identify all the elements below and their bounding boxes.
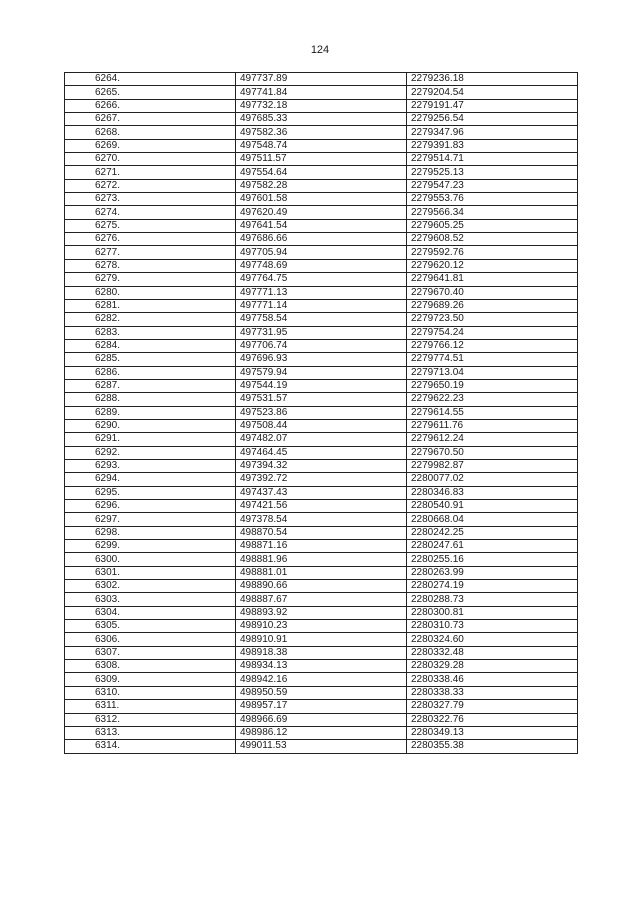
point-number-cell: 6277. bbox=[65, 246, 236, 259]
table-row bbox=[65, 339, 578, 352]
table-row bbox=[65, 179, 578, 192]
table-row bbox=[65, 713, 578, 726]
point-number-cell: 6266. bbox=[65, 99, 236, 112]
point-number-cell: 6306. bbox=[65, 633, 236, 646]
x-coordinate-cell: 499011.53 bbox=[236, 740, 407, 753]
point-number-cell: 6302. bbox=[65, 580, 236, 593]
x-coordinate-cell: 497741.84 bbox=[236, 86, 407, 99]
point-number-cell: 6286. bbox=[65, 366, 236, 379]
y-coordinate-cell: 2279614.55 bbox=[407, 406, 578, 419]
point-number-cell: 6310. bbox=[65, 686, 236, 699]
table-row bbox=[65, 553, 578, 566]
point-number-cell: 6279. bbox=[65, 273, 236, 286]
x-coordinate-cell: 497548.74 bbox=[236, 139, 407, 152]
x-coordinate-cell: 497771.13 bbox=[236, 286, 407, 299]
point-number-cell: 6292. bbox=[65, 446, 236, 459]
point-number-cell: 6303. bbox=[65, 593, 236, 606]
point-number-cell: 6285. bbox=[65, 353, 236, 366]
y-coordinate-cell: 2280300.81 bbox=[407, 606, 578, 619]
y-coordinate-cell: 2280263.99 bbox=[407, 566, 578, 579]
point-number-cell: 6265. bbox=[65, 86, 236, 99]
y-coordinate-cell: 2280349.13 bbox=[407, 726, 578, 739]
point-number-cell: 6274. bbox=[65, 206, 236, 219]
y-coordinate-cell: 2279611.76 bbox=[407, 419, 578, 432]
point-number-cell: 6307. bbox=[65, 646, 236, 659]
x-coordinate-cell: 498881.96 bbox=[236, 553, 407, 566]
point-number-cell: 6264. bbox=[65, 73, 236, 86]
x-coordinate-cell: 498910.91 bbox=[236, 633, 407, 646]
table-row bbox=[65, 500, 578, 513]
y-coordinate-cell: 2280355.38 bbox=[407, 740, 578, 753]
x-coordinate-cell: 497531.57 bbox=[236, 393, 407, 406]
table-row bbox=[65, 139, 578, 152]
table-row bbox=[65, 620, 578, 633]
point-number-cell: 6287. bbox=[65, 379, 236, 392]
x-coordinate-cell: 497582.36 bbox=[236, 126, 407, 139]
x-coordinate-cell: 497421.56 bbox=[236, 500, 407, 513]
x-coordinate-cell: 498957.17 bbox=[236, 700, 407, 713]
x-coordinate-cell: 497696.93 bbox=[236, 353, 407, 366]
x-coordinate-cell: 498942.16 bbox=[236, 673, 407, 686]
table-row bbox=[65, 326, 578, 339]
y-coordinate-cell: 2279650.19 bbox=[407, 379, 578, 392]
coordinates-table bbox=[64, 72, 578, 754]
table-row bbox=[65, 153, 578, 166]
point-number-cell: 6312. bbox=[65, 713, 236, 726]
x-coordinate-cell: 498893.92 bbox=[236, 606, 407, 619]
y-coordinate-cell: 2279774.51 bbox=[407, 353, 578, 366]
x-coordinate-cell: 498881.01 bbox=[236, 566, 407, 579]
table-row bbox=[65, 73, 578, 86]
table-row bbox=[65, 286, 578, 299]
y-coordinate-cell: 2280668.04 bbox=[407, 513, 578, 526]
y-coordinate-cell: 2279605.25 bbox=[407, 219, 578, 232]
point-number-cell: 6308. bbox=[65, 660, 236, 673]
y-coordinate-cell: 2279713.04 bbox=[407, 366, 578, 379]
x-coordinate-cell: 498887.67 bbox=[236, 593, 407, 606]
x-coordinate-cell: 497641.54 bbox=[236, 219, 407, 232]
table-row bbox=[65, 379, 578, 392]
x-coordinate-cell: 497601.58 bbox=[236, 193, 407, 206]
y-coordinate-cell: 2280322.76 bbox=[407, 713, 578, 726]
table-row bbox=[65, 406, 578, 419]
x-coordinate-cell: 497554.64 bbox=[236, 166, 407, 179]
table-row bbox=[65, 446, 578, 459]
y-coordinate-cell: 2280274.19 bbox=[407, 580, 578, 593]
point-number-cell: 6280. bbox=[65, 286, 236, 299]
point-number-cell: 6301. bbox=[65, 566, 236, 579]
point-number-cell: 6304. bbox=[65, 606, 236, 619]
x-coordinate-cell: 497394.32 bbox=[236, 459, 407, 472]
y-coordinate-cell: 2279592.76 bbox=[407, 246, 578, 259]
y-coordinate-cell: 2279191.47 bbox=[407, 99, 578, 112]
x-coordinate-cell: 497732.18 bbox=[236, 99, 407, 112]
point-number-cell: 6276. bbox=[65, 233, 236, 246]
table-row bbox=[65, 740, 578, 753]
table-row bbox=[65, 353, 578, 366]
x-coordinate-cell: 497758.54 bbox=[236, 313, 407, 326]
y-coordinate-cell: 2279256.54 bbox=[407, 113, 578, 126]
table-row bbox=[65, 700, 578, 713]
table-row bbox=[65, 246, 578, 259]
y-coordinate-cell: 2280329.28 bbox=[407, 660, 578, 673]
table-row bbox=[65, 86, 578, 99]
x-coordinate-cell: 498986.12 bbox=[236, 726, 407, 739]
table-row bbox=[65, 633, 578, 646]
table-row bbox=[65, 526, 578, 539]
point-number-cell: 6291. bbox=[65, 433, 236, 446]
table-row bbox=[65, 473, 578, 486]
point-number-cell: 6278. bbox=[65, 259, 236, 272]
point-number-cell: 6268. bbox=[65, 126, 236, 139]
table-row bbox=[65, 673, 578, 686]
table-row bbox=[65, 99, 578, 112]
y-coordinate-cell: 2279622.23 bbox=[407, 393, 578, 406]
table-row bbox=[65, 433, 578, 446]
y-coordinate-cell: 2279608.52 bbox=[407, 233, 578, 246]
point-number-cell: 6271. bbox=[65, 166, 236, 179]
point-number-cell: 6284. bbox=[65, 339, 236, 352]
y-coordinate-cell: 2279566.34 bbox=[407, 206, 578, 219]
x-coordinate-cell: 497685.33 bbox=[236, 113, 407, 126]
table-row bbox=[65, 459, 578, 472]
table-row bbox=[65, 113, 578, 126]
x-coordinate-cell: 497582.28 bbox=[236, 179, 407, 192]
x-coordinate-cell: 497764.75 bbox=[236, 273, 407, 286]
x-coordinate-cell: 498871.16 bbox=[236, 540, 407, 553]
page-number: 124 bbox=[310, 44, 330, 56]
x-coordinate-cell: 498918.38 bbox=[236, 646, 407, 659]
y-coordinate-cell: 2279391.83 bbox=[407, 139, 578, 152]
x-coordinate-cell: 497378.54 bbox=[236, 513, 407, 526]
y-coordinate-cell: 2279982.87 bbox=[407, 459, 578, 472]
y-coordinate-cell: 2280310.73 bbox=[407, 620, 578, 633]
table-row bbox=[65, 206, 578, 219]
y-coordinate-cell: 2280540.91 bbox=[407, 500, 578, 513]
table-row bbox=[65, 566, 578, 579]
point-number-cell: 6299. bbox=[65, 540, 236, 553]
point-number-cell: 6283. bbox=[65, 326, 236, 339]
y-coordinate-cell: 2279347.96 bbox=[407, 126, 578, 139]
y-coordinate-cell: 2279620.12 bbox=[407, 259, 578, 272]
point-number-cell: 6269. bbox=[65, 139, 236, 152]
point-number-cell: 6273. bbox=[65, 193, 236, 206]
point-number-cell: 6297. bbox=[65, 513, 236, 526]
y-coordinate-cell: 2280288.73 bbox=[407, 593, 578, 606]
y-coordinate-cell: 2280247.61 bbox=[407, 540, 578, 553]
point-number-cell: 6313. bbox=[65, 726, 236, 739]
table-row bbox=[65, 580, 578, 593]
y-coordinate-cell: 2279553.76 bbox=[407, 193, 578, 206]
table-row bbox=[65, 299, 578, 312]
y-coordinate-cell: 2279689.26 bbox=[407, 299, 578, 312]
x-coordinate-cell: 497508.44 bbox=[236, 419, 407, 432]
y-coordinate-cell: 2279525.13 bbox=[407, 166, 578, 179]
table-row bbox=[65, 259, 578, 272]
x-coordinate-cell: 498870.54 bbox=[236, 526, 407, 539]
y-coordinate-cell: 2279204.54 bbox=[407, 86, 578, 99]
table-row bbox=[65, 193, 578, 206]
x-coordinate-cell: 497544.19 bbox=[236, 379, 407, 392]
point-number-cell: 6288. bbox=[65, 393, 236, 406]
point-number-cell: 6309. bbox=[65, 673, 236, 686]
table-row bbox=[65, 486, 578, 499]
point-number-cell: 6281. bbox=[65, 299, 236, 312]
coordinates-table-body bbox=[65, 73, 578, 754]
point-number-cell: 6295. bbox=[65, 486, 236, 499]
y-coordinate-cell: 2280338.33 bbox=[407, 686, 578, 699]
y-coordinate-cell: 2280338.46 bbox=[407, 673, 578, 686]
y-coordinate-cell: 2280077.02 bbox=[407, 473, 578, 486]
x-coordinate-cell: 497686.66 bbox=[236, 233, 407, 246]
table-row bbox=[65, 540, 578, 553]
y-coordinate-cell: 2279236.18 bbox=[407, 73, 578, 86]
x-coordinate-cell: 497748.69 bbox=[236, 259, 407, 272]
table-row bbox=[65, 393, 578, 406]
y-coordinate-cell: 2280242.25 bbox=[407, 526, 578, 539]
table-row bbox=[65, 366, 578, 379]
table-row bbox=[65, 593, 578, 606]
table-row bbox=[65, 273, 578, 286]
y-coordinate-cell: 2280255.16 bbox=[407, 553, 578, 566]
table-row bbox=[65, 726, 578, 739]
y-coordinate-cell: 2280332.48 bbox=[407, 646, 578, 659]
x-coordinate-cell: 497523.86 bbox=[236, 406, 407, 419]
x-coordinate-cell: 498950.59 bbox=[236, 686, 407, 699]
table-row bbox=[65, 646, 578, 659]
x-coordinate-cell: 497464.45 bbox=[236, 446, 407, 459]
x-coordinate-cell: 497579.94 bbox=[236, 366, 407, 379]
point-number-cell: 6311. bbox=[65, 700, 236, 713]
point-number-cell: 6296. bbox=[65, 500, 236, 513]
y-coordinate-cell: 2279670.40 bbox=[407, 286, 578, 299]
point-number-cell: 6300. bbox=[65, 553, 236, 566]
point-number-cell: 6272. bbox=[65, 179, 236, 192]
x-coordinate-cell: 497437.43 bbox=[236, 486, 407, 499]
x-coordinate-cell: 498890.66 bbox=[236, 580, 407, 593]
x-coordinate-cell: 497620.49 bbox=[236, 206, 407, 219]
y-coordinate-cell: 2279641.81 bbox=[407, 273, 578, 286]
x-coordinate-cell: 497392.72 bbox=[236, 473, 407, 486]
y-coordinate-cell: 2279547.23 bbox=[407, 179, 578, 192]
y-coordinate-cell: 2280327.79 bbox=[407, 700, 578, 713]
point-number-cell: 6289. bbox=[65, 406, 236, 419]
table-row bbox=[65, 219, 578, 232]
x-coordinate-cell: 497706.74 bbox=[236, 339, 407, 352]
x-coordinate-cell: 497731.95 bbox=[236, 326, 407, 339]
point-number-cell: 6298. bbox=[65, 526, 236, 539]
y-coordinate-cell: 2279723.50 bbox=[407, 313, 578, 326]
x-coordinate-cell: 497737.89 bbox=[236, 73, 407, 86]
point-number-cell: 6275. bbox=[65, 219, 236, 232]
x-coordinate-cell: 497705.94 bbox=[236, 246, 407, 259]
y-coordinate-cell: 2279612.24 bbox=[407, 433, 578, 446]
table-row bbox=[65, 660, 578, 673]
x-coordinate-cell: 497771.14 bbox=[236, 299, 407, 312]
x-coordinate-cell: 498910.23 bbox=[236, 620, 407, 633]
point-number-cell: 6305. bbox=[65, 620, 236, 633]
table-row bbox=[65, 166, 578, 179]
point-number-cell: 6293. bbox=[65, 459, 236, 472]
table-row bbox=[65, 126, 578, 139]
point-number-cell: 6290. bbox=[65, 419, 236, 432]
x-coordinate-cell: 497511.57 bbox=[236, 153, 407, 166]
table-row bbox=[65, 606, 578, 619]
table-row bbox=[65, 513, 578, 526]
table-row bbox=[65, 419, 578, 432]
point-number-cell: 6282. bbox=[65, 313, 236, 326]
point-number-cell: 6314. bbox=[65, 740, 236, 753]
y-coordinate-cell: 2280324.60 bbox=[407, 633, 578, 646]
x-coordinate-cell: 498934.13 bbox=[236, 660, 407, 673]
table-row bbox=[65, 686, 578, 699]
table-row bbox=[65, 233, 578, 246]
y-coordinate-cell: 2280346.83 bbox=[407, 486, 578, 499]
y-coordinate-cell: 2279514.71 bbox=[407, 153, 578, 166]
y-coordinate-cell: 2279766.12 bbox=[407, 339, 578, 352]
x-coordinate-cell: 498966.69 bbox=[236, 713, 407, 726]
point-number-cell: 6270. bbox=[65, 153, 236, 166]
point-number-cell: 6294. bbox=[65, 473, 236, 486]
y-coordinate-cell: 2279754.24 bbox=[407, 326, 578, 339]
table-row bbox=[65, 313, 578, 326]
point-number-cell: 6267. bbox=[65, 113, 236, 126]
x-coordinate-cell: 497482.07 bbox=[236, 433, 407, 446]
y-coordinate-cell: 2279670.50 bbox=[407, 446, 578, 459]
